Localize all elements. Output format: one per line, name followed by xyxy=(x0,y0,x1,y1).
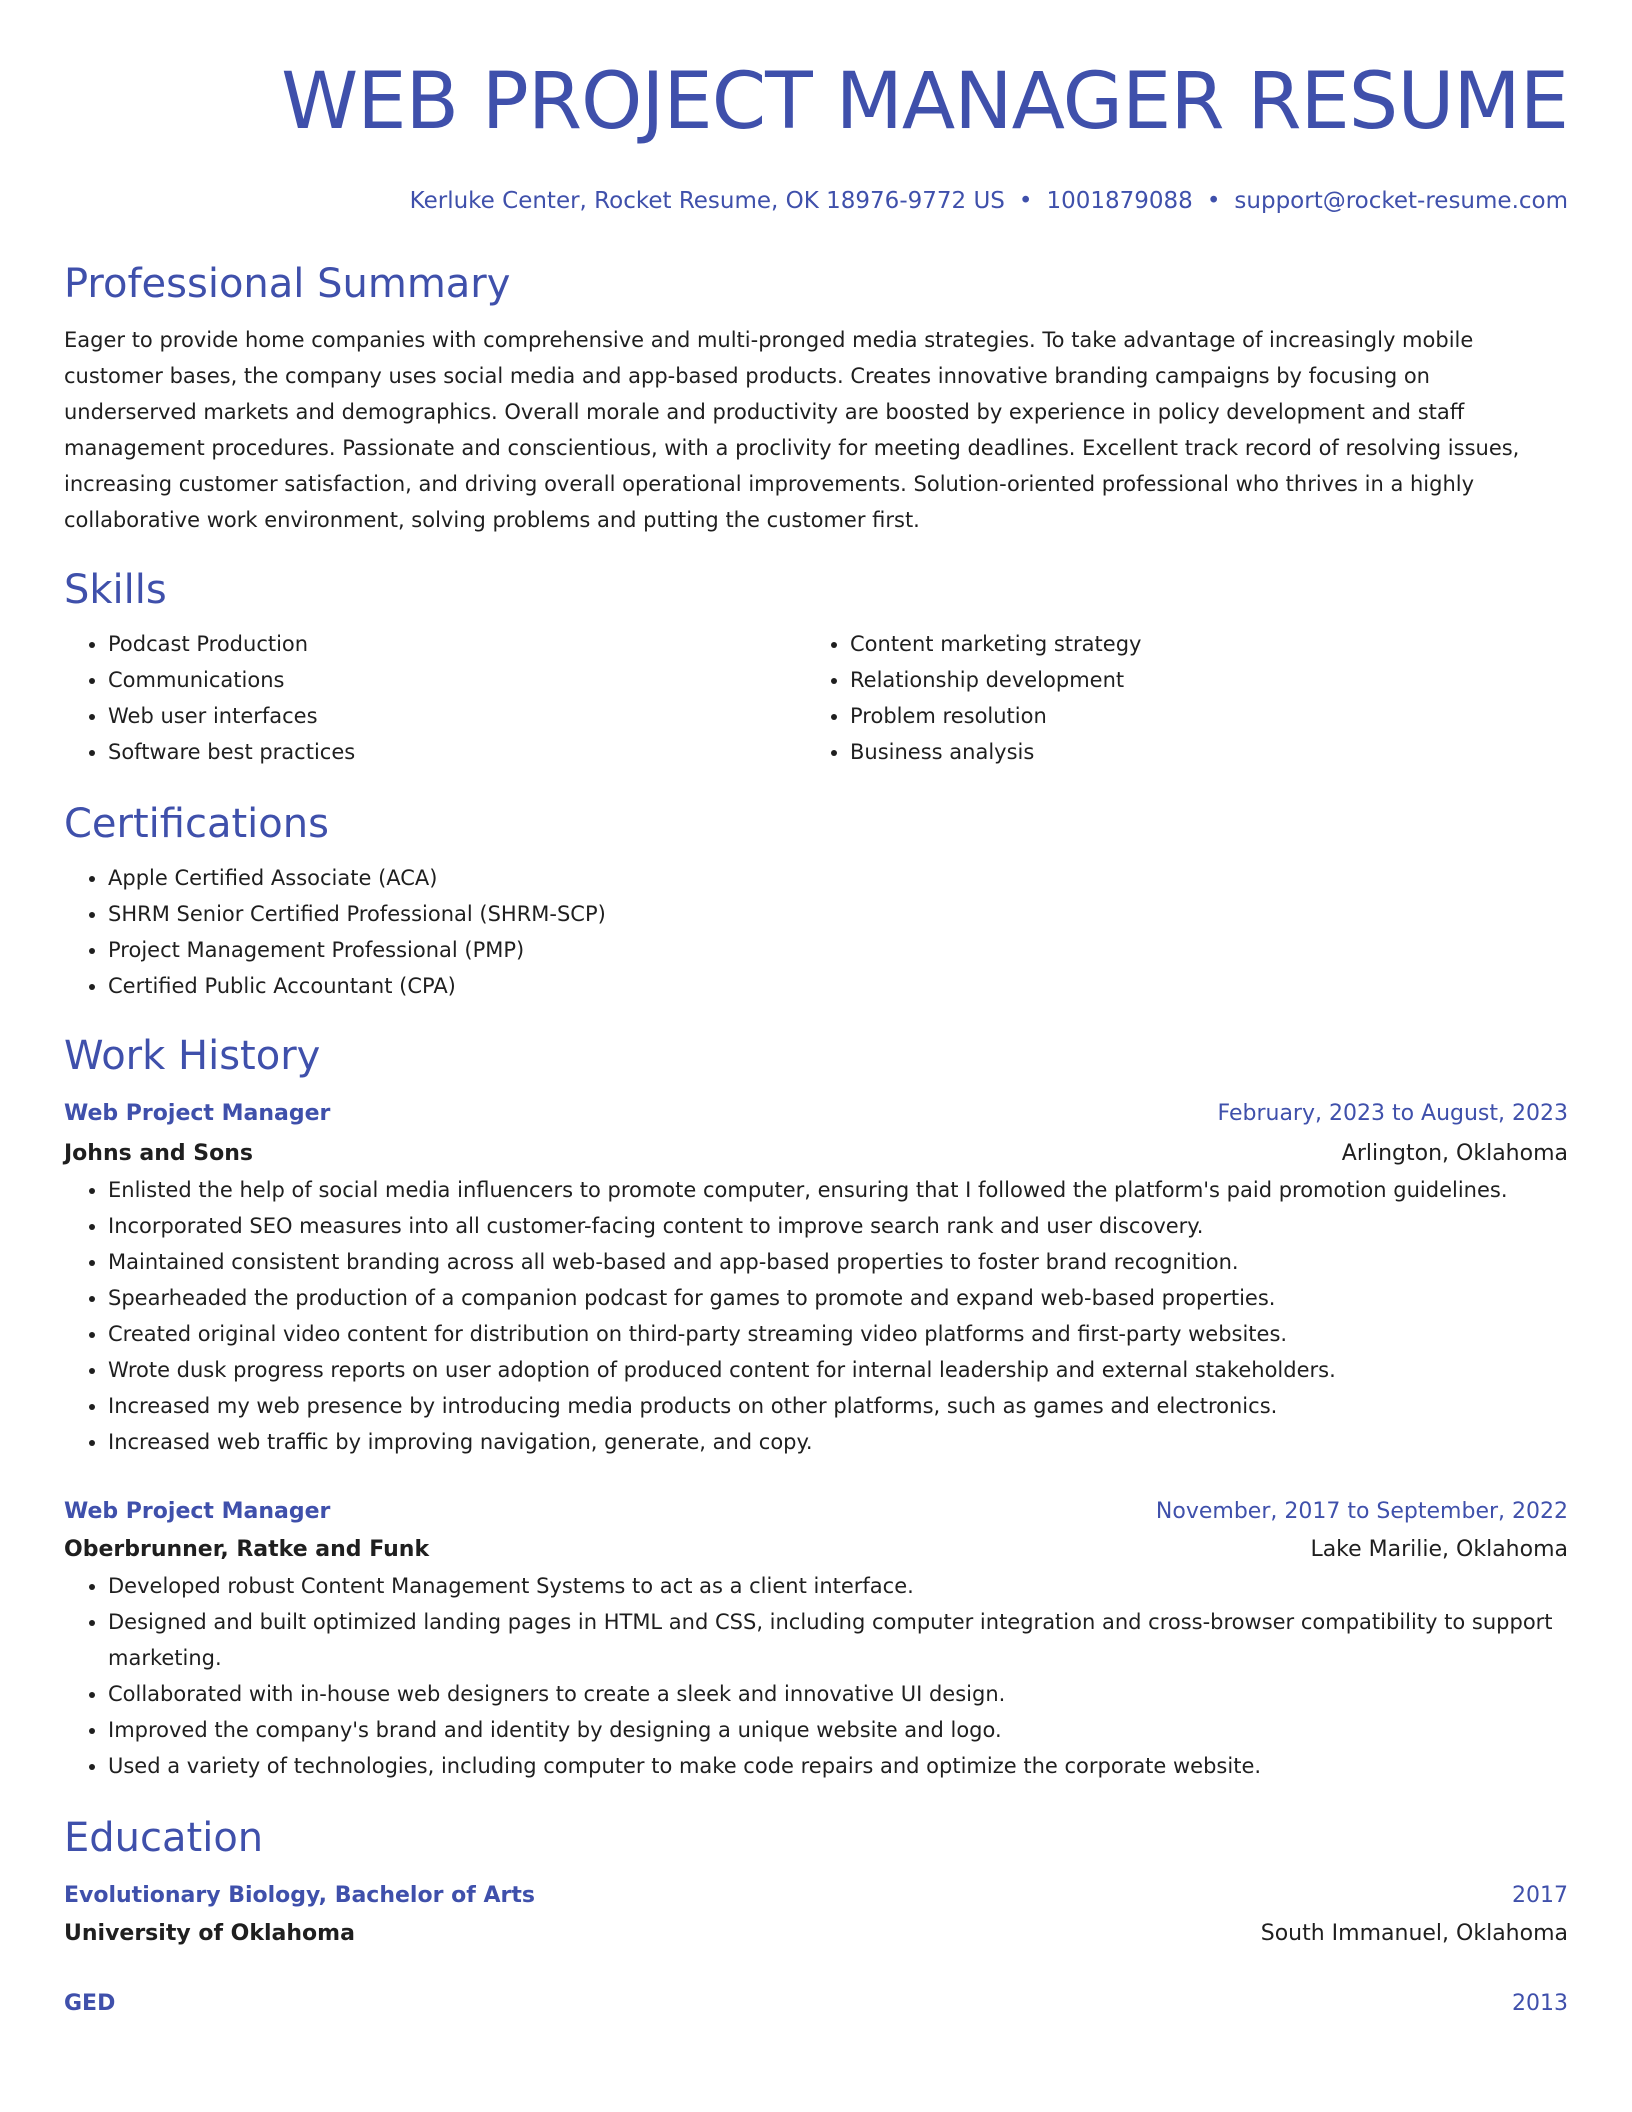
resume-title: WEB PROJECT MANAGER RESUME xyxy=(281,57,1568,147)
skill-item: • Content marketing strategy xyxy=(850,626,1568,662)
job-company: Oberbrunner, Ratke and Funk xyxy=(64,1537,430,1562)
contact-email[interactable]: support@rocket-resume.com xyxy=(1234,188,1568,214)
summary-text: Eager to provide home companies with comprehensive and multi-pronged media strategies. To take advantage of increasingly mobile customer bases, the company uses social media and app-based products. Creates innovative branding campaigns by focusing on underserved markets and demographics. Overall morale and productivity are boosted by experience in policy development and staff management procedures. Passionate and conscientious, with a proclivity for meeting deadlines. Excellent track record of resolving issues, increasing customer satisfaction, and driving overall operational improvements. Solution-oriented professional who thrives in a highly collaborative work environment, solving problems and putting the customer first. xyxy=(64,328,1520,532)
job-dates: February, 2023 to August, 2023 xyxy=(1217,1101,1568,1126)
education-degree: GED xyxy=(64,1991,116,2016)
job-company: Johns and Sons xyxy=(64,1141,254,1166)
work-history-section xyxy=(64,1032,1568,1784)
skills-list-left xyxy=(64,626,806,770)
skill-item: • Business analysis xyxy=(850,734,1568,770)
skill-item: • Software best practices xyxy=(108,734,806,770)
skill-item: • Problem resolution xyxy=(850,698,1568,734)
summary-section xyxy=(64,260,1568,538)
education-degree: Evolutionary Biology, Bachelor of Arts xyxy=(64,1883,535,1908)
job-bullet: • Enlisted the help of social media influencers to promote computer, ensuring that I followed the platform's paid promotion guidelines. xyxy=(108,1172,1568,1208)
contact-phone: 1001879088 xyxy=(1046,188,1193,214)
education-section xyxy=(64,1814,1568,2022)
resume-header xyxy=(64,0,1568,216)
skills-grid xyxy=(64,626,1568,770)
job-bullet: • Incorporated SEO measures into all customer-facing content to improve search rank and user discovery. xyxy=(108,1208,1568,1244)
skill-item: • Relationship development xyxy=(850,662,1568,698)
certifications-list xyxy=(64,860,1568,1004)
bullet-separator: • xyxy=(1018,188,1033,214)
job-title-row xyxy=(64,1494,1568,1530)
job-title: Web Project Manager xyxy=(64,1499,331,1524)
job-entry xyxy=(64,1096,1568,1460)
education-school: University of Oklahoma xyxy=(64,1921,355,1946)
skills-section xyxy=(64,566,1568,770)
skill-item: • Web user interfaces xyxy=(108,698,806,734)
job-bullet: • Created original video content for distribution on third-party streaming video platforms and first-party websites. xyxy=(108,1316,1568,1352)
job-location: Arlington, Oklahoma xyxy=(1341,1141,1568,1166)
job-bullet: • Spearheaded the production of a companion podcast for games to promote and expand web-based properties. xyxy=(108,1280,1568,1316)
certification-item: • Certified Public Accountant (CPA) xyxy=(108,968,1568,1004)
job-bullet-list xyxy=(64,1568,1568,1784)
summary-heading: Professional Summary xyxy=(64,261,511,307)
certification-item: • SHRM Senior Certified Professional (SHRM-SCP) xyxy=(108,896,1568,932)
skills-heading: Skills xyxy=(64,567,167,613)
skill-item: • Communications xyxy=(108,662,806,698)
contact-line xyxy=(64,186,1568,216)
education-year: 2013 xyxy=(1512,1991,1568,2016)
education-school-row xyxy=(64,1916,1568,1952)
education-entry xyxy=(64,1878,1568,1952)
job-bullet: • Designed and built optimized landing pages in HTML and CSS, including computer integration and cross-browser compatibility to support marketing. xyxy=(108,1604,1568,1676)
job-bullet-list xyxy=(64,1172,1568,1460)
job-title: Web Project Manager xyxy=(64,1101,331,1126)
education-heading: Education xyxy=(64,1815,264,1861)
bullet-separator: • xyxy=(1206,188,1221,214)
education-degree-row xyxy=(64,1986,1568,2022)
resume-page xyxy=(64,0,1568,2022)
contact-address: Kerluke Center, Rocket Resume, OK 18976-9772 US xyxy=(409,188,1005,214)
education-entry xyxy=(64,1986,1568,2022)
job-bullet: • Improved the company's brand and identity by designing a unique website and logo. xyxy=(108,1712,1568,1748)
certification-item: • Apple Certified Associate (ACA) xyxy=(108,860,1568,896)
job-bullet: • Wrote dusk progress reports on user adoption of produced content for internal leadership and external stakeholders. xyxy=(108,1352,1568,1388)
job-company-row xyxy=(64,1136,1568,1172)
education-degree-row xyxy=(64,1878,1568,1914)
certifications-section xyxy=(64,800,1568,1004)
job-bullet: • Increased web traffic by improving navigation, generate, and copy. xyxy=(108,1424,1568,1460)
job-bullet: • Increased my web presence by introducing media products on other platforms, such as games and electronics. xyxy=(108,1388,1568,1424)
skills-list-right xyxy=(806,626,1568,770)
certifications-heading: Certifications xyxy=(64,801,329,847)
job-title-row xyxy=(64,1096,1568,1132)
job-location: Lake Marilie, Oklahoma xyxy=(1310,1537,1568,1562)
education-location: South Immanuel, Oklahoma xyxy=(1260,1921,1568,1946)
job-company-row xyxy=(64,1532,1568,1568)
education-year: 2017 xyxy=(1512,1883,1568,1908)
job-bullet: • Maintained consistent branding across all web-based and app-based properties to foster brand recognition. xyxy=(108,1244,1568,1280)
job-dates: November, 2017 to September, 2022 xyxy=(1155,1499,1568,1524)
work-history-heading: Work History xyxy=(64,1033,321,1079)
certification-item: • Project Management Professional (PMP) xyxy=(108,932,1568,968)
job-bullet: • Developed robust Content Management Systems to act as a client interface. xyxy=(108,1568,1568,1604)
job-bullet: • Collaborated with in-house web designers to create a sleek and innovative UI design. xyxy=(108,1676,1568,1712)
job-bullet: • Used a variety of technologies, including computer to make code repairs and optimize the corporate website. xyxy=(108,1748,1568,1784)
skill-item: • Podcast Production xyxy=(108,626,806,662)
job-entry xyxy=(64,1494,1568,1784)
